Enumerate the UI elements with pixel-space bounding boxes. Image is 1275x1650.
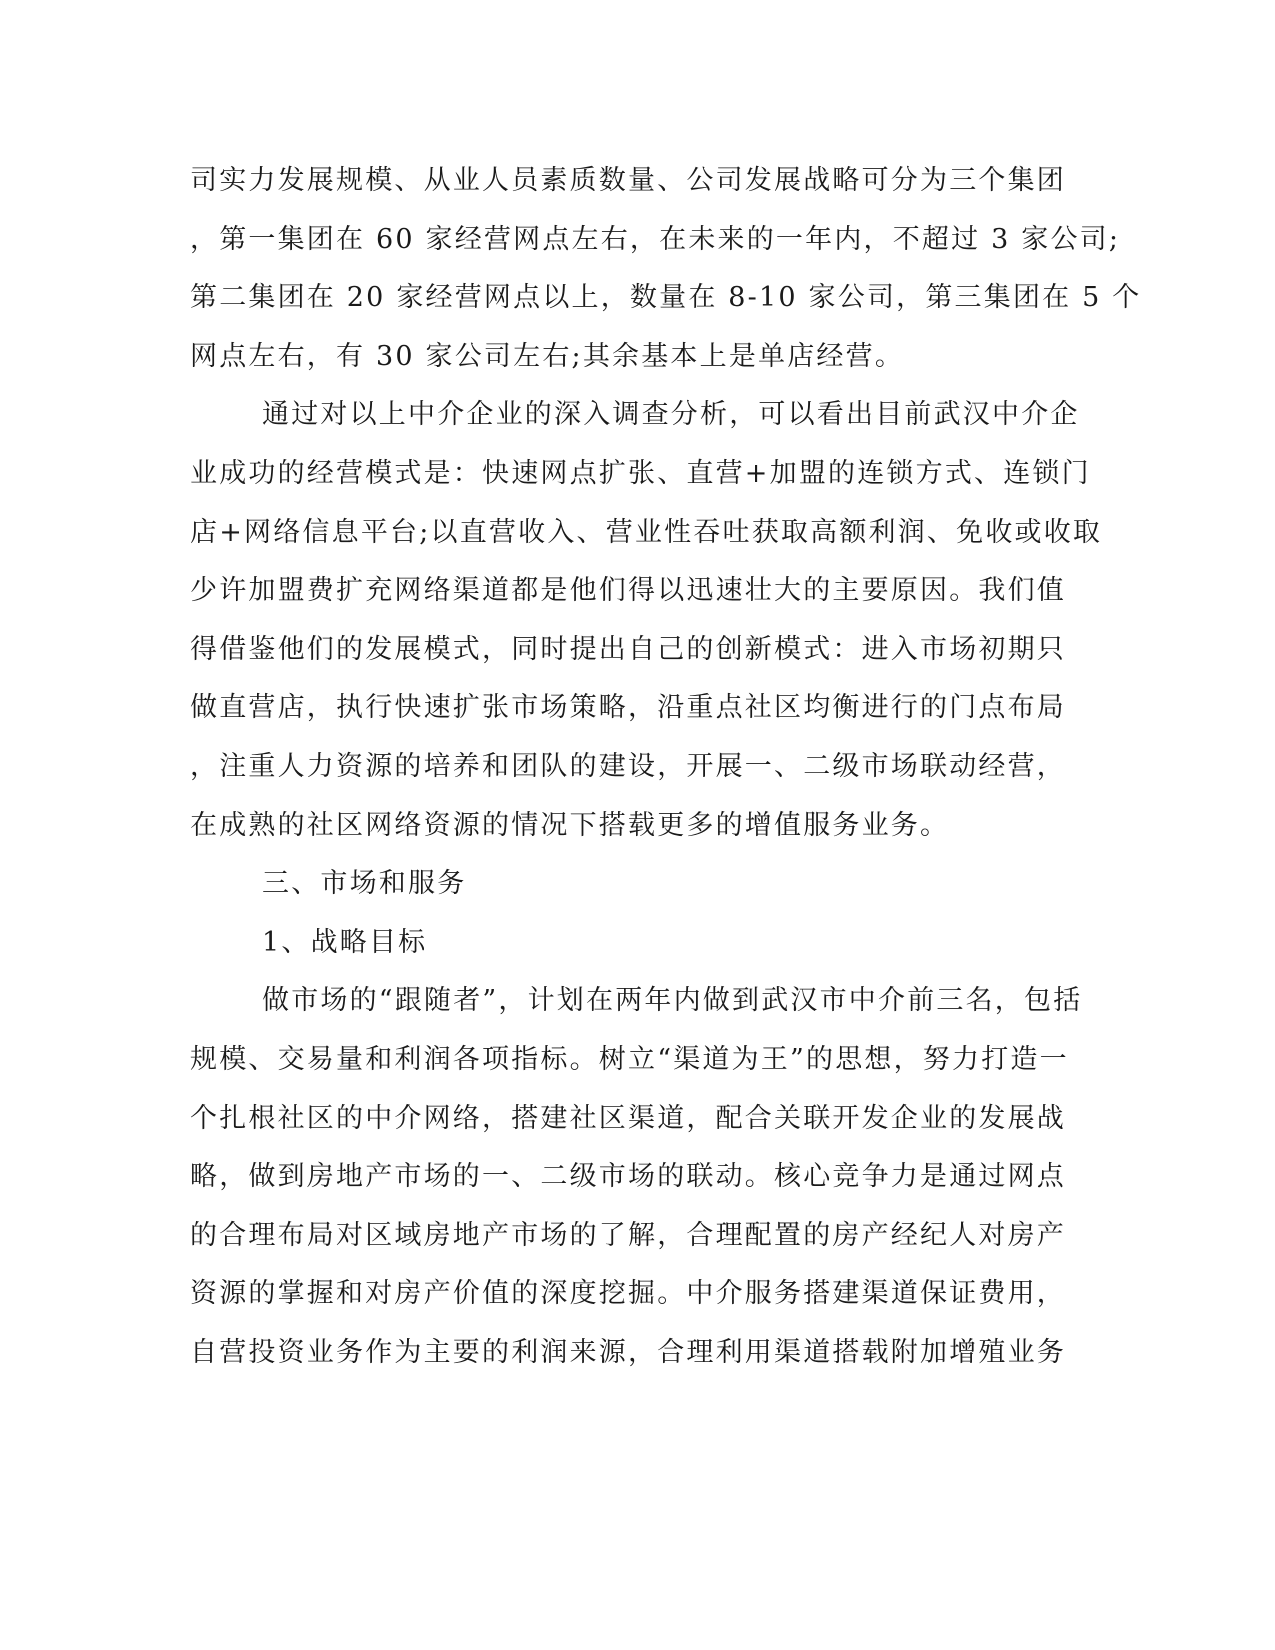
text-line-5: 通过对以上中介企业的深入调查分析，可以看出目前武汉中介企: [262, 399, 1080, 430]
section-heading: 三、市场和服务: [262, 868, 467, 899]
text-line-2: ，第一集团在 60 家经营网点左右，在未来的一年内，不超过 3 家公司;: [190, 224, 1121, 255]
subsection-heading: 1、战略目标: [262, 927, 428, 958]
text-line-15: 做市场的“跟随者”，计划在两年内做到武汉市中介前三名，包括: [262, 985, 1083, 1016]
text-line-19: 的合理布局对区域房地产市场的了解，合理配置的房产经纪人对房产: [190, 1220, 1066, 1251]
text-line-9: 得借鉴他们的发展模式，同时提出自己的创新模式：进入市场初期只: [190, 634, 1066, 665]
text-line-20: 资源的掌握和对房产价值的深度挖掘。中介服务搭建渠道保证费用，: [190, 1278, 1066, 1309]
text-line-7: 店+网络信息平台;以直营收入、营业性吞吐获取高额利润、免收或收取: [190, 517, 1103, 548]
text-line-3: 第二集团在 20 家经营网点以上，数量在 8-10 家公司，第三集团在 5 个: [190, 282, 1142, 313]
text-line-8: 少许加盟费扩充网络渠道都是他们得以迅速壮大的主要原因。我们值: [190, 575, 1066, 606]
text-line-6: 业成功的经营模式是：快速网点扩张、直营+加盟的连锁方式、连锁门: [190, 458, 1091, 489]
text-line-1: 司实力发展规模、从业人员素质数量、公司发展战略可分为三个集团: [190, 165, 1066, 196]
text-line-16: 规模、交易量和利润各项指标。树立“渠道为王”的思想，努力打造一: [190, 1044, 1069, 1075]
text-line-18: 略，做到房地产市场的一、二级市场的联动。核心竞争力是通过网点: [190, 1161, 1066, 1192]
text-line-21: 自营投资业务作为主要的利润来源，合理利用渠道搭载附加增殖业务: [190, 1337, 1066, 1368]
text-line-10: 做直营店，执行快速扩张市场策略，沿重点社区均衡进行的门点布局: [190, 692, 1066, 723]
text-line-4: 网点左右，有 30 家公司左右;其余基本上是单店经营。: [190, 341, 905, 372]
text-line-17: 个扎根社区的中介网络，搭建社区渠道，配合关联开发企业的发展战: [190, 1103, 1066, 1134]
text-line-12: 在成熟的社区网络资源的情况下搭载更多的增值服务业务。: [190, 810, 950, 841]
text-line-11: ，注重人力资源的培养和团队的建设，开展一、二级市场联动经营，: [190, 751, 1066, 782]
